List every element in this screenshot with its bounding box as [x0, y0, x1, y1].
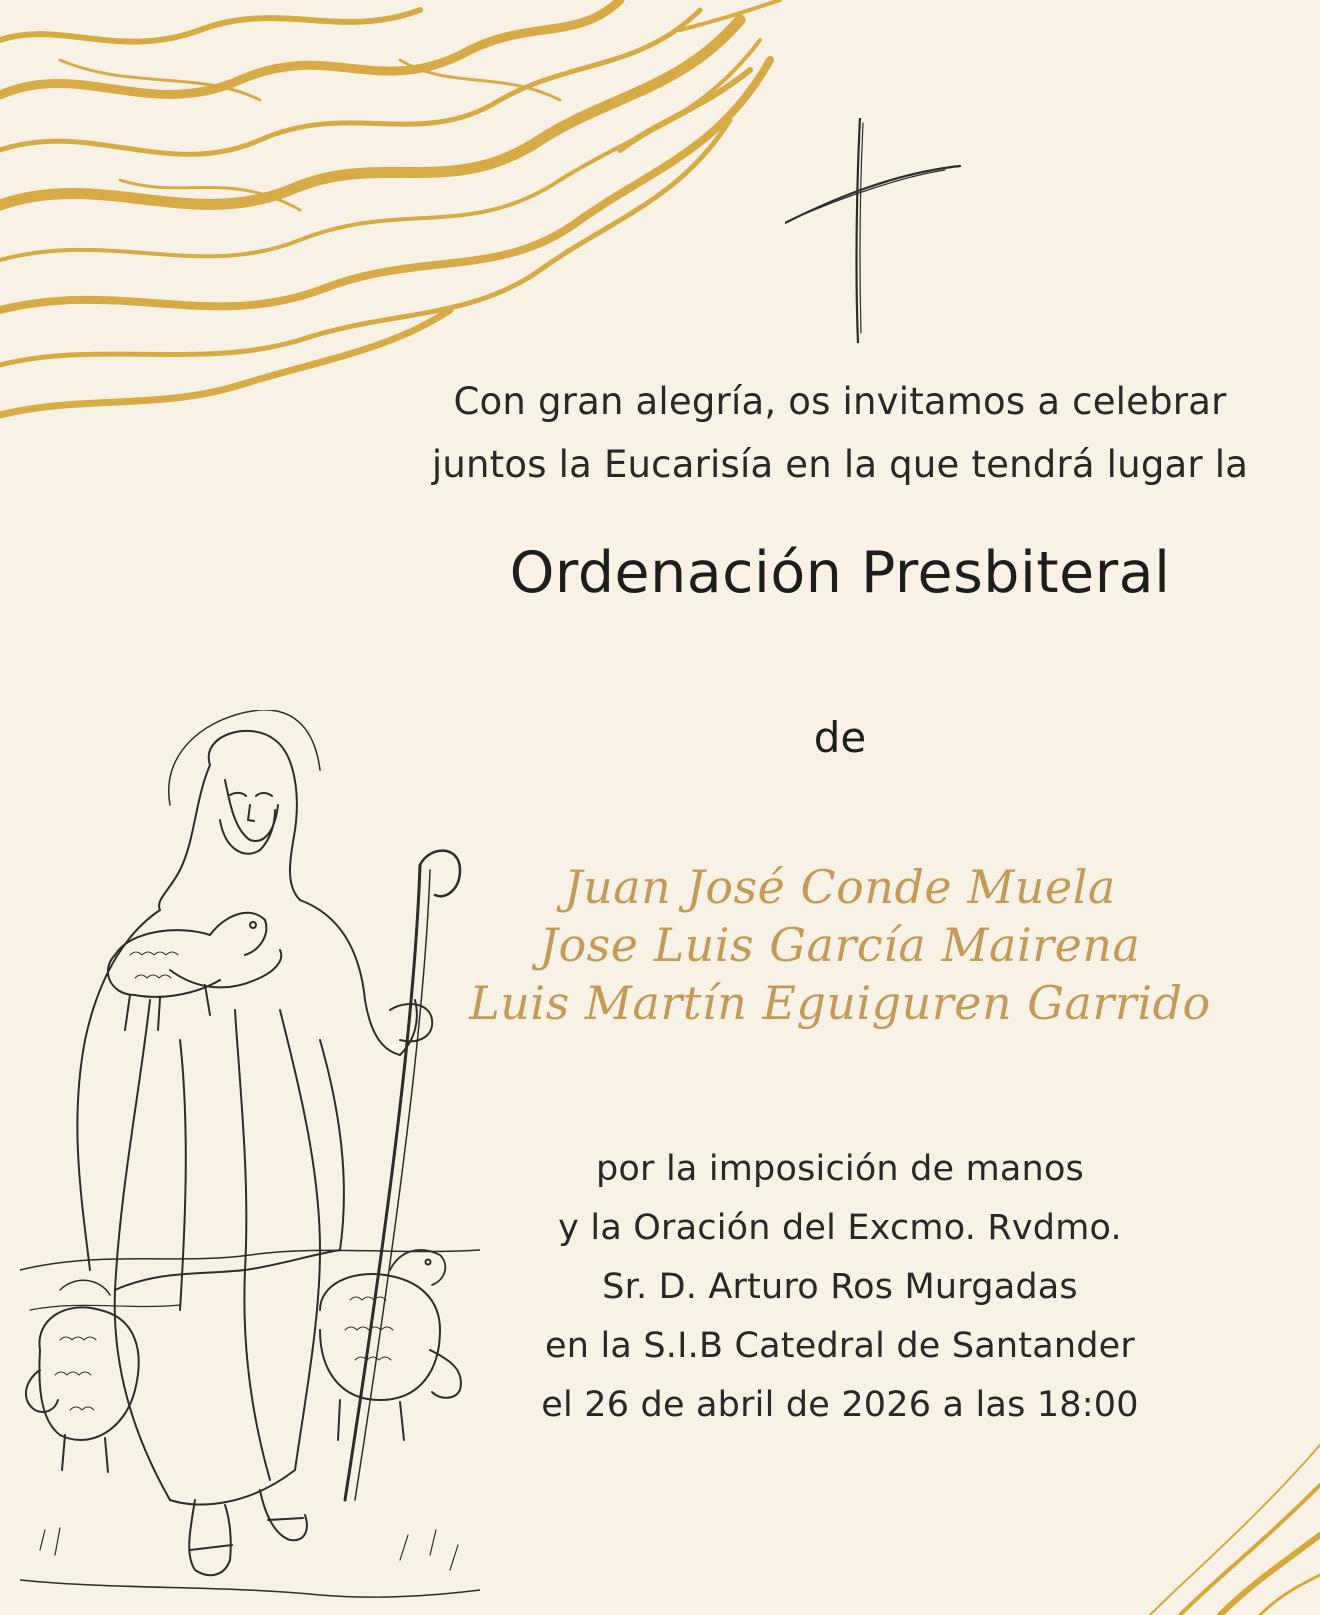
detail-line: y la Oración del Excmo. Rvdmo. [558, 1208, 1122, 1248]
cross-icon [785, 118, 965, 343]
page-title: Ordenación Presbiteral [509, 540, 1171, 606]
intro-line: juntos la Eucarisía en la que tendrá lugar la [431, 443, 1249, 486]
ordinand-name: Juan José Conde Muela [564, 860, 1116, 914]
ordinand-names [360, 858, 1320, 1032]
detail-line: Sr. D. Arturo Ros Murgadas [602, 1267, 1078, 1307]
detail-line: el 26 de abril de 2026 a las 18:00 [541, 1385, 1139, 1425]
detail-line: por la imposición de manos [596, 1149, 1084, 1189]
ordinand-name: Jose Luis García Mairena [539, 918, 1141, 972]
connector-word: de [813, 713, 867, 762]
gold-corner-decoration [1140, 1425, 1320, 1615]
intro-line: Con gran alegría, os invitamos a celebrar [453, 380, 1227, 423]
good-shepherd-illustration [20, 710, 480, 1605]
ceremony-details [360, 1140, 1320, 1435]
ordinand-name: Luis Martín Eguiguren Garrido [469, 976, 1211, 1030]
intro-text [360, 370, 1320, 496]
detail-line: en la S.I.B Catedral de Santander [545, 1326, 1135, 1366]
